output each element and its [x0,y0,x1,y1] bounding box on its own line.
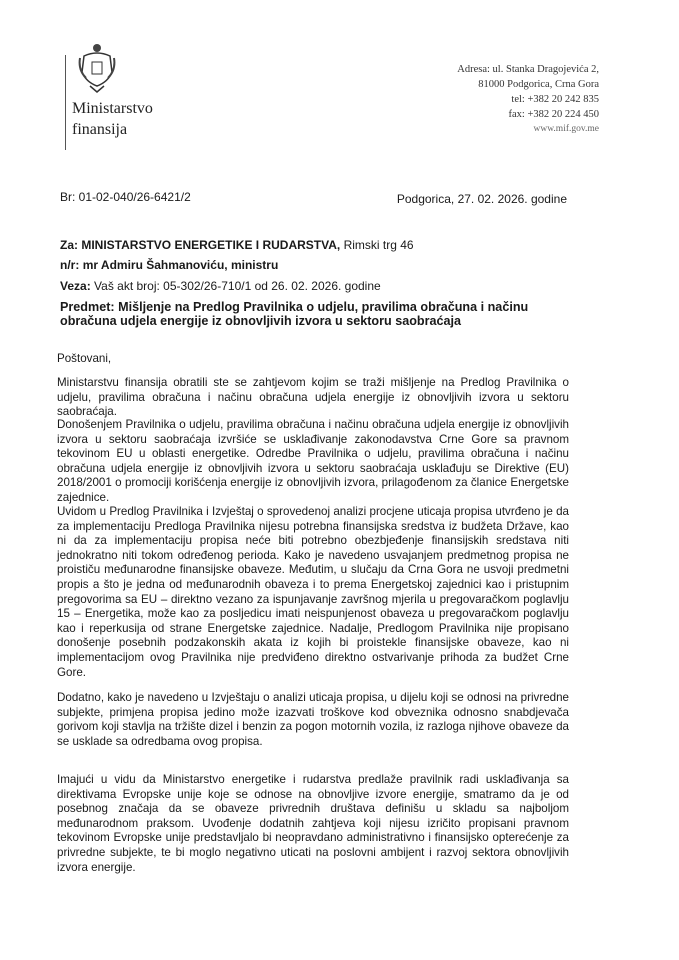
paragraph-conclusion: Imajući u vidu da Ministarstvo energetike i rudarstva predlaže pravilnik radi usklađivanja sa direktivama Evropske unije koje se odnose na obnovljive izvore energije, smatramo da je od posebnog značaja da se obaveze privrednih društava definišu u skladu sa najboljom međunarodnom praksom. Uvođenje dodatnih zahtjeva koji nijesu izričito propisani pravnom tekovinom Evropske unije predstavljalo bi neopravdano administrativno i finansijsko opterećenje za privredne subjekte, te bi moglo negativno uticati na poslovni ambijent i razvoj sektora obnovljivih izvora energije. [57,773,569,874]
salutation: Poštovani, [57,352,112,365]
recipient-label: Za: [60,238,78,252]
coat-of-arms-icon [78,42,116,94]
paragraph-financial-impact: Uvidom u Predlog Pravilnika i Izvještaj o sprovedenoj analizi procjene uticaja propisa utvrđeno je da za implementaciju Predloga Pravilnika nijesu potrebna finansijska sredstva iz budžeta Države, kao ni da za implementaciju propisa neće biti potrebno obezbjeđenje finansijskih sredstava niti jednokratno niti tokom određenog perioda. Kako je navedeno usvajanjem predmetnog propisa ne proističu međunarodne finansijske obaveze. Međutim, u slučaju da Crna Gora ne usvoji predmetni propis a što je jedna od međunarodnih obaveza i to prema Energetskoj zajednici kao i pristupnim pregovorima sa EU – direktno vezano za ispunjavanje završnog mjerila u pregovaračkom poglavlju 15 – Energetika, može kao za posljedicu imati neispunjenost obaveza u pregovaračkom poglavlju kao i reperkusija od strane Energetske zajednice. Nadalje, Predlogom Pravilnika nije propisano donošenje posebnih podzakonskih akata iz kojih bi proistekle finansijske obaveze, kao ni implementacijom ovog Pravilnika nije predviđeno direktno ostvarivanje prihoda za budžet Crne Gore. [57,505,569,679]
letterhead-divider [65,55,66,150]
attention-value: mr Admiru Šahmanoviću, ministru [82,258,279,272]
link-value: Vaš akt broj: 05-302/26-710/1 od 26. 02. 2026. godine [94,279,381,293]
link-label: Veza: [60,279,91,293]
attention-line [60,258,575,272]
fax: fax: +382 20 224 450 [508,109,599,120]
attention-label: n/r: [60,258,80,272]
recipient-name: MINISTARSTVO ENERGETIKE I RUDARSTVA, [81,238,341,252]
document-date: Podgorica, 27. 02. 2026. godine [396,192,567,206]
paragraph-request: Ministarstvu finansija obratili ste se zahtjevom kojim se traži mišljenje na Predlog Pravilnika o udjelu, pravilima obračuna i načinu obračuna udjela energije iz obnovljivih izvora u sektoru saobraćaja. [57,376,569,419]
subject-label: Predmet: [60,300,115,314]
address-street: Adresa: ul. Stanka Dragojevića 2, [457,64,599,75]
website-link[interactable]: www.mif.gov.me [533,124,599,134]
phone: tel: +382 20 242 835 [511,94,599,105]
subject [60,300,580,328]
paragraph-harmonization: Donošenjem Pravilnika o udjelu, pravilima obračuna i načinu obračuna udjela energije iz obnovljivih izvora u sektoru saobraćaja izvršiće se usklađivanje zakonodavstva Crne Gore sa pravnom tekovinom EU u oblasti energetike. Odredbe Pravilnika o udjelu, pravilima obračuna i načinu obračuna udjela energije iz obnovljivih izvora u sektoru saobraćaja usklađuju se Direktive (EU) 2018/2001 o promociji korišćenja energije iz obnovljivih izvora, prilagođenom za članice Energetske zajednice. [57,418,569,504]
ministry-name-line2: finansija [72,121,128,138]
subject-value: Mišljenje na Predlog Pravilnika o udjelu, pravilima obračuna i načinu obračuna udjela energije iz obnovljivih izvora u sektoru saobraćaja [60,300,529,328]
reference-link [60,279,575,293]
reference-number: Br: 01-02-040/26-6421/2 [60,190,191,204]
contact-address [457,62,599,137]
recipient [60,238,575,252]
ministry-name [72,98,153,140]
ministry-name-line1: Ministarstvo [72,100,153,117]
paragraph-business-costs: Dodatno, kako je navedeno u Izvještaju o analizi uticaja propisa, u dijelu koji se odnosi na privredne subjekte, primjena propisa jedino može izazvati troškove kod obveznika odnosno snabdjevača gorivom koji stavlja na tržište dizel i benzin za pogon motornih vozila, iz razloga njihove obaveze da se usklade sa odredbama ovog propisa. [57,691,569,748]
address-city: 81000 Podgorica, Crna Gora [478,79,599,90]
recipient-address: Rimski trg 46 [343,238,414,252]
